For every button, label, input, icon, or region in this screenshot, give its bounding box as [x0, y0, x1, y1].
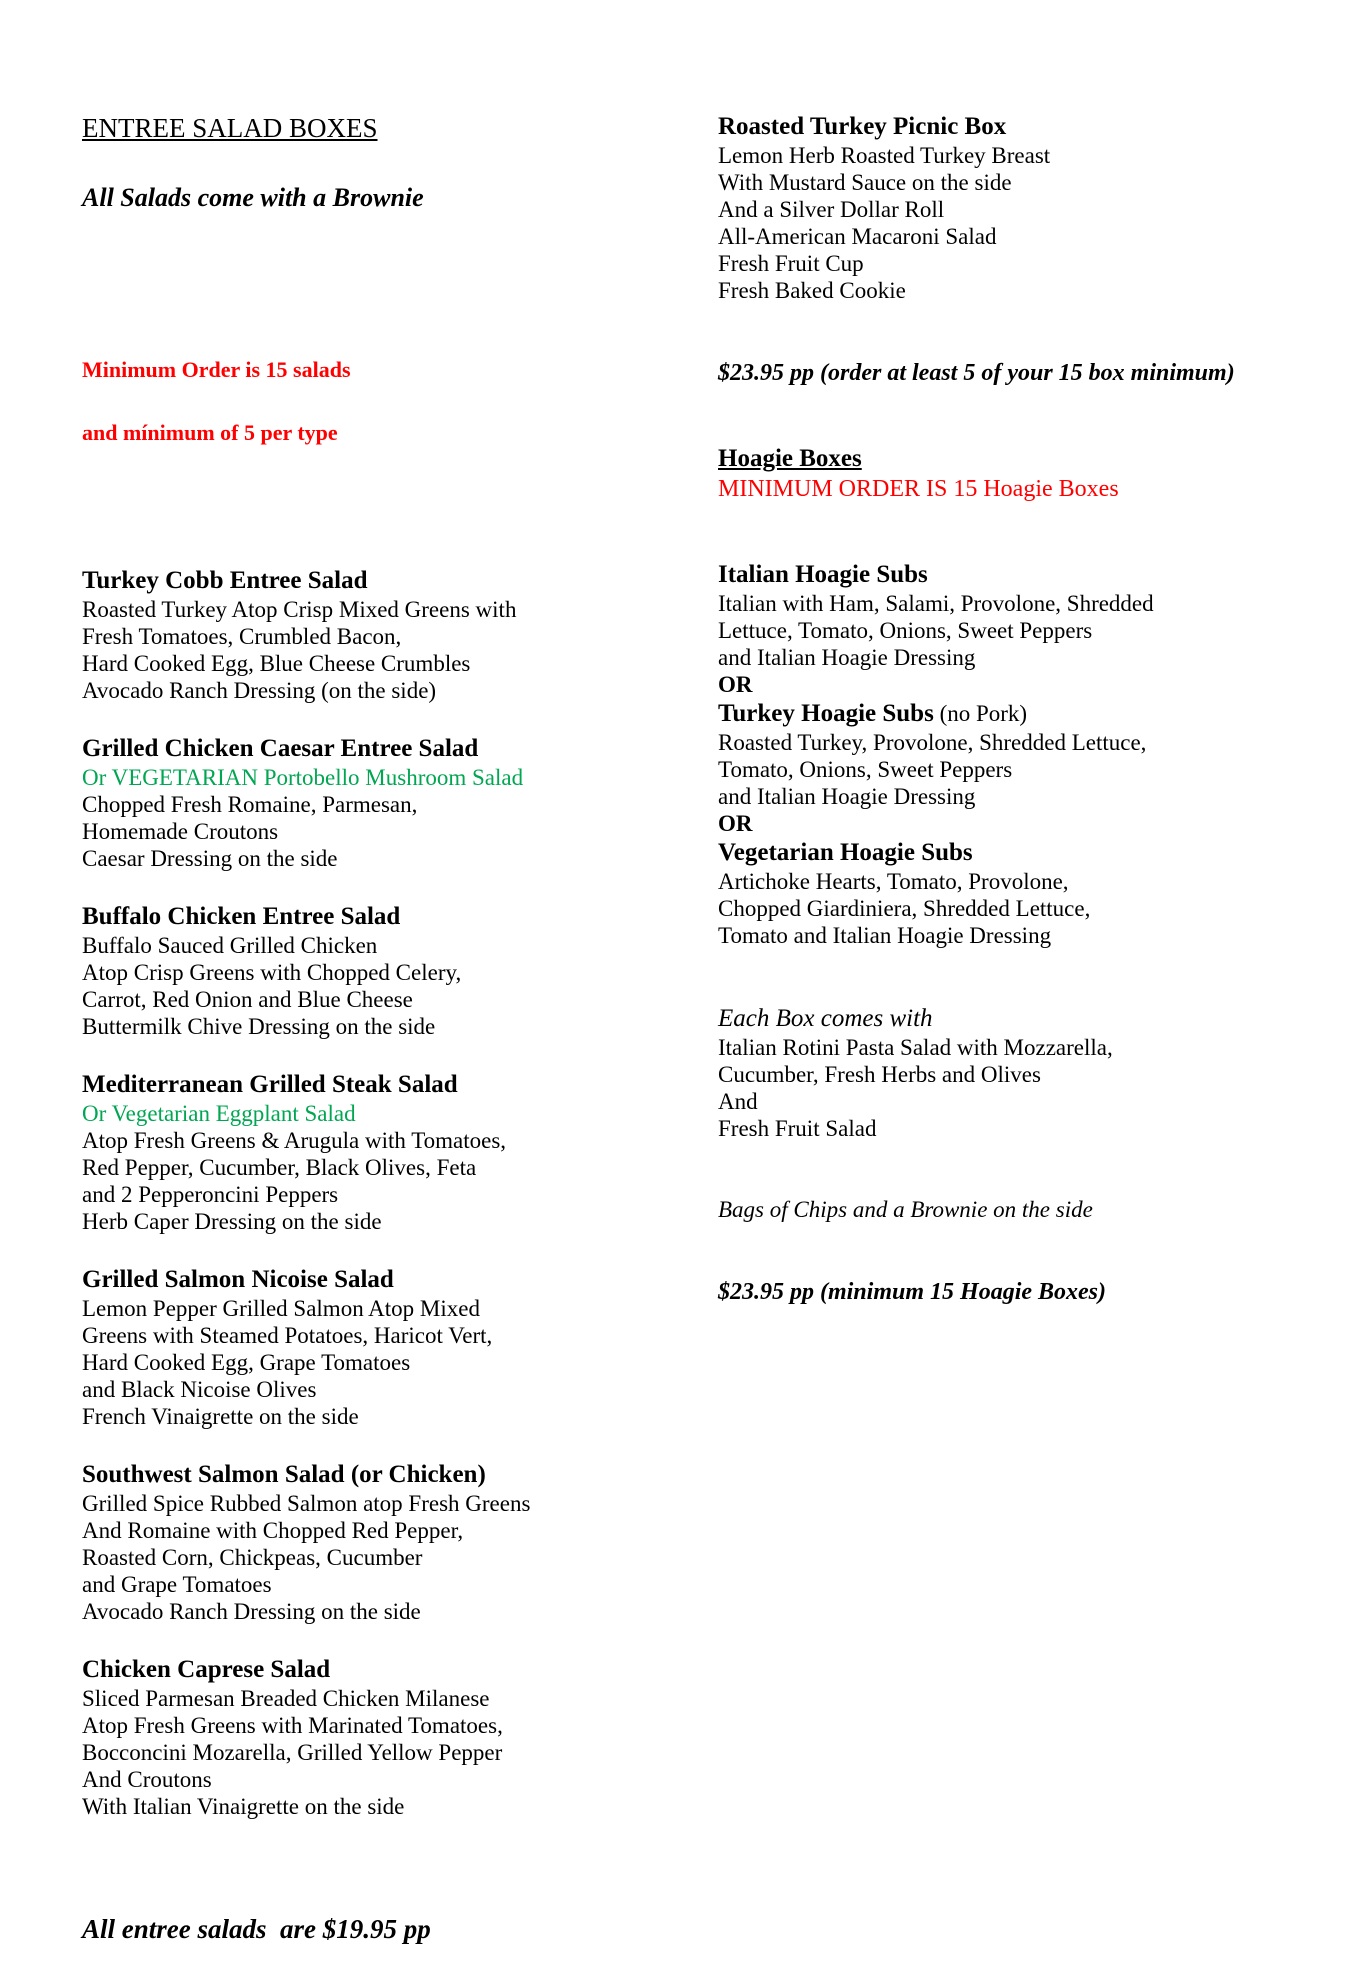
menu-item-description-line: French Vinaigrette on the side	[82, 1404, 359, 1429]
menu-item	[82, 901, 657, 1040]
description-line: Roasted Turkey, Provolone, Shredded Lettuce,	[718, 730, 1147, 755]
menu-item-description-line: Sliced Parmesan Breaded Chicken Milanese	[82, 1686, 490, 1711]
description-line: Tomato, Onions, Sweet Peppers	[718, 757, 1013, 782]
description-line: And a Silver Dollar Roll	[718, 197, 945, 222]
description-line: Lemon Herb Roasted Turkey Breast	[718, 143, 1051, 168]
description-line: Cucumber, Fresh Herbs and Olives	[718, 1062, 1041, 1087]
description-line: Tomato and Italian Hoagie Dressing	[718, 923, 1052, 948]
vegetarian-option-note: Or VEGETARIAN Portobello Mushroom Salad	[82, 765, 524, 790]
menu-item	[82, 565, 657, 704]
menu-item-description-line: and Grape Tomatoes	[82, 1572, 272, 1597]
menu-item-name: Mediterranean Grilled Steak Salad	[82, 1071, 458, 1098]
menu-item-description-line: And Croutons	[82, 1767, 212, 1792]
menu-item-description-line: Chopped Fresh Romaine, Parmesan,	[82, 792, 418, 817]
menu-item-description-line: Hard Cooked Egg, Blue Cheese Crumbles	[82, 651, 471, 676]
menu-item-description-line: Homemade Croutons	[82, 819, 279, 844]
description-line: Fresh Fruit Salad	[718, 1116, 877, 1141]
italian-hoagie-title: Italian Hoagie Subs	[718, 561, 928, 588]
hoagie-boxes-price: $23.95 pp (minimum 15 Hoagie Boxes)	[718, 1279, 1107, 1305]
vegetarian-option-note: Or Vegetarian Eggplant Salad	[82, 1101, 356, 1126]
menu-item	[82, 1459, 657, 1625]
menu-item-description-line: Lemon Pepper Grilled Salmon Atop Mixed	[82, 1296, 480, 1321]
menu-item-description-line: With Italian Vinaigrette on the side	[82, 1794, 405, 1819]
menu-item-name: Turkey Cobb Entree Salad	[82, 567, 368, 594]
menu-item-description-line: Atop Fresh Greens with Marinated Tomatoes,	[82, 1713, 503, 1738]
picnic-box-title: Roasted Turkey Picnic Box	[718, 113, 1007, 140]
entree-salad-boxes-title: ENTREE SALAD BOXES	[82, 113, 378, 143]
menu-item	[82, 1069, 657, 1235]
menu-item-description-line: Roasted Corn, Chickpeas, Cucumber	[82, 1545, 423, 1570]
vegetarian-hoagie-title: Vegetarian Hoagie Subs	[718, 839, 973, 866]
menu-item-name: Grilled Chicken Caesar Entree Salad	[82, 735, 479, 762]
or-separator: OR	[718, 811, 753, 836]
description-line: And	[718, 1089, 758, 1114]
menu-item-name: Southwest Salmon Salad (or Chicken)	[82, 1461, 486, 1488]
boxes-sections	[718, 111, 1258, 1308]
menu-item-description-line: Greens with Steamed Potatoes, Haricot Vert,	[82, 1323, 493, 1348]
picnic-box-price: $23.95 pp (order at least 5 of your 15 box minimum)	[718, 360, 1235, 386]
turkey-hoagie-title	[718, 698, 1258, 729]
menu-item-description-line: Atop Fresh Greens & Arugula with Tomatoes,	[82, 1128, 507, 1153]
description-line: Italian with Ham, Salami, Provolone, Shredded	[718, 591, 1154, 616]
menu-item-description-line: and 2 Pepperoncini Peppers	[82, 1182, 339, 1207]
menu-item-description-line: And Romaine with Chopped Red Pepper,	[82, 1518, 464, 1543]
minimum-order-notice-line: and mínimum of 5 per type	[82, 420, 338, 445]
menu-item-description-line: Grilled Spice Rubbed Salmon atop Fresh Greens	[82, 1491, 531, 1516]
entree-salads-price: All entree salads are $19.95 pp	[82, 1914, 431, 1944]
menu-item-description-line: Hard Cooked Egg, Grape Tomatoes	[82, 1350, 411, 1375]
description-line: With Mustard Sauce on the side	[718, 170, 1012, 195]
description-line: and Italian Hoagie Dressing	[718, 784, 976, 809]
menu-item-description-line: Buttermilk Chive Dressing on the side	[82, 1014, 436, 1039]
description-line: Fresh Baked Cookie	[718, 278, 906, 303]
menu-item-description-line: Bocconcini Mozarella, Grilled Yellow Pepper	[82, 1740, 503, 1765]
description-line: Artichoke Hearts, Tomato, Provolone,	[718, 869, 1069, 894]
menu-item	[82, 733, 657, 872]
description-line: Fresh Fruit Cup	[718, 251, 864, 276]
menu-item-description-line: Avocado Ranch Dressing on the side	[82, 1599, 421, 1624]
each-box-title: Each Box comes with	[718, 1005, 933, 1032]
minimum-order-notice	[82, 320, 657, 482]
or-separator: OR	[718, 672, 753, 697]
right-column	[718, 75, 1258, 1344]
menu-item-description-line: Carrot, Red Onion and Blue Cheese	[82, 987, 413, 1012]
minimum-order-notice: MINIMUM ORDER IS 15 Hoagie Boxes	[718, 476, 1119, 502]
heading-suffix: (no Pork)	[933, 701, 1028, 726]
menu-item	[82, 1264, 657, 1430]
menu-item	[82, 1654, 657, 1820]
menu-item-description-line: Buffalo Sauced Grilled Chicken	[82, 933, 378, 958]
description-line: and Italian Hoagie Dressing	[718, 645, 976, 670]
menu-item-description-line: Roasted Turkey Atop Crisp Mixed Greens with	[82, 597, 517, 622]
salad-items-list	[82, 565, 657, 1820]
chips-note: Bags of Chips and a Brownie on the side	[718, 1197, 1093, 1222]
hoagie-boxes-title: Hoagie Boxes	[718, 445, 862, 472]
menu-item-description-line: Avocado Ranch Dressing (on the side)	[82, 678, 437, 703]
heading-text: Turkey Hoagie Subs	[718, 700, 934, 727]
menu-item-name: Buffalo Chicken Entree Salad	[82, 903, 401, 930]
menu-item-description-line: Red Pepper, Cucumber, Black Olives, Feta	[82, 1155, 477, 1180]
salads-subtitle: All Salads come with a Brownie	[82, 183, 424, 212]
description-line: All-American Macaroni Salad	[718, 224, 997, 249]
menu-item-description-line: Atop Crisp Greens with Chopped Celery,	[82, 960, 462, 985]
menu-item-name: Chicken Caprese Salad	[82, 1656, 331, 1683]
description-line: Italian Rotini Pasta Salad with Mozzarella,	[718, 1035, 1113, 1060]
left-column	[82, 75, 657, 1982]
menu-item-description-line: Fresh Tomatoes, Crumbled Bacon,	[82, 624, 402, 649]
minimum-order-notice-line: Minimum Order is 15 salads	[82, 357, 351, 382]
description-line: Chopped Giardiniera, Shredded Lettuce,	[718, 896, 1091, 921]
menu-item-name: Grilled Salmon Nicoise Salad	[82, 1266, 394, 1293]
menu-item-description-line: Caesar Dressing on the side	[82, 846, 338, 871]
menu-item-description-line: Herb Caper Dressing on the side	[82, 1209, 382, 1234]
menu-item-description-line: and Black Nicoise Olives	[82, 1377, 317, 1402]
description-line: Lettuce, Tomato, Onions, Sweet Peppers	[718, 618, 1093, 643]
